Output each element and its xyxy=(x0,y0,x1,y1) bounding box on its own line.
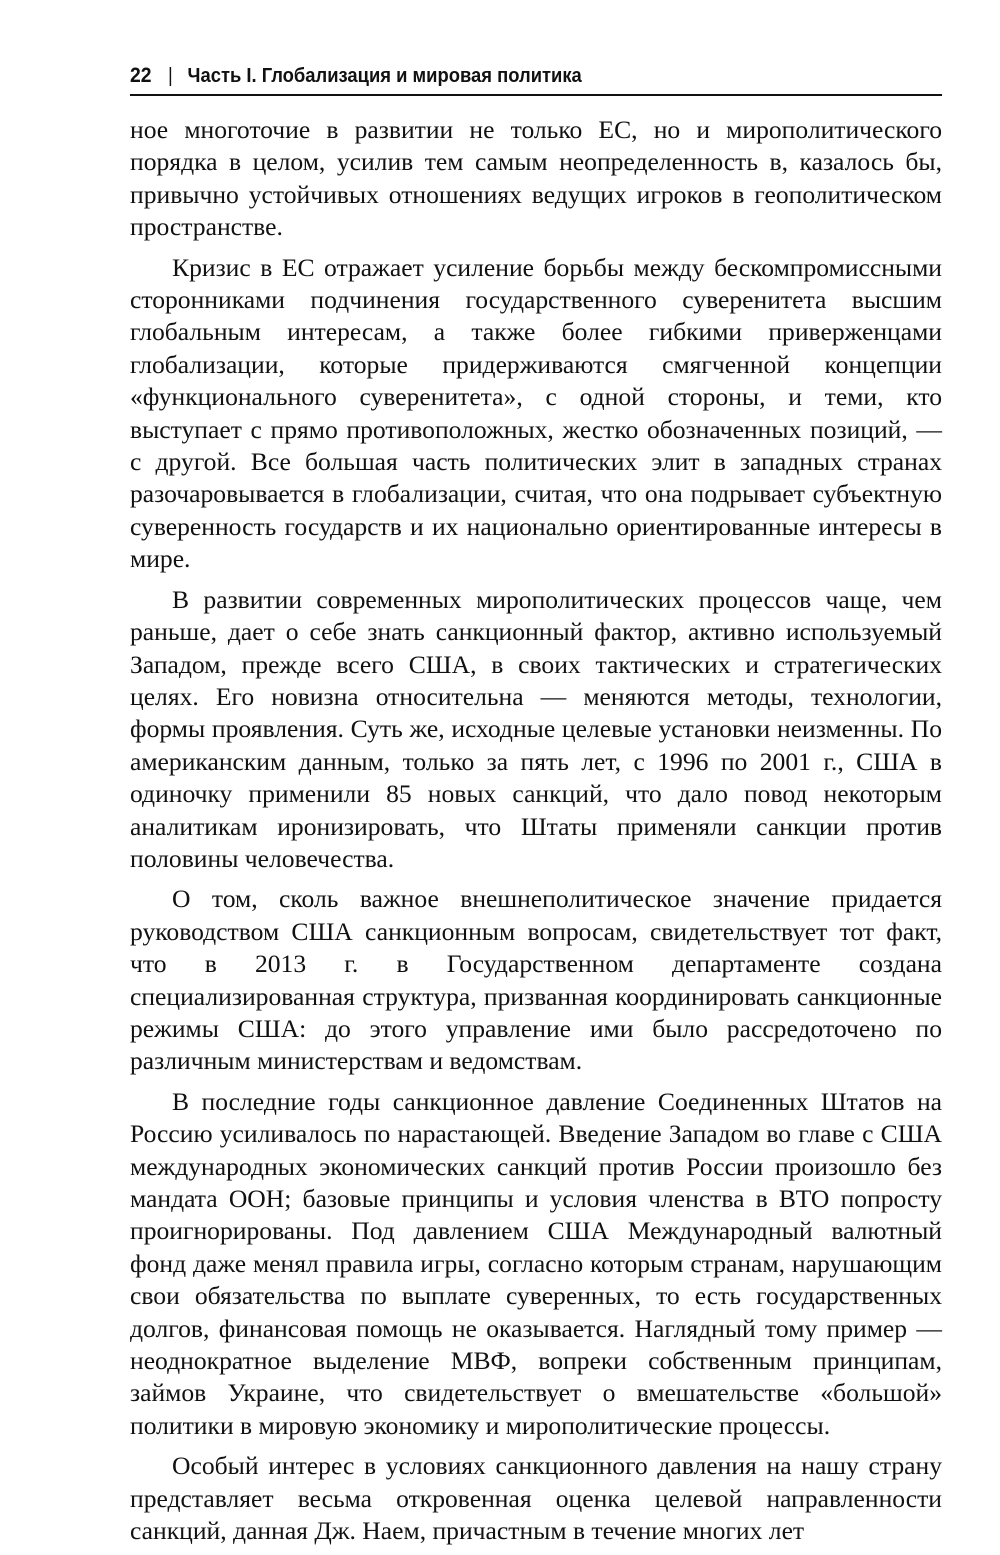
paragraph: В развитии современных мирополитических процессов чаще, чем раньше, дает о себе знать санкционный фактор, активно используемый Западом, прежде всего США, в своих тактических и стратегических целях. Его новизна относительна — меняются методы, технологии, формы проявления. Суть же, исходные целевые установки неизменны. По американским данным, только за пять лет, с 1996 по 2001 г., США в одиночку применили 85 новых санкций, что дало повод некоторым аналитикам иронизировать, что Штаты применяли санкции против половины человечества. xyxy=(130,584,942,873)
paragraph: Особый интерес в условиях санкционного давления на нашу страну представляет весьма откровенная оценка целевой направленности санкций, данная Дж. Наем, причастным в течение многих лет xyxy=(130,1451,942,1546)
header-rule xyxy=(130,94,942,96)
paragraph: Кризис в ЕС отражает усиление борьбы между бескомпромиссными сторонниками подчинения государственного суверенитета высшим глобальным интересам, а также более гибкими приверженцами глобализации, которые придерживаются смягченной концепции «функционального суверенитета», с одной стороны, и теми, кто выступает с прямо противоположных, жестко обозначенных позиций, — с другой. Все большая часть политических элит в западных странах разочаровывается в глобализации, считая, что она подрывает субъектную суверенность государств и их национально ориентированные интересы в мире. xyxy=(130,252,942,574)
paragraph: О том, сколь важное внешнеполитическое значение придается руководством США санкционным вопросам, свидетельствует тот факт, что в 2013 г. в Государственном департаменте создана специализированная структура, призванная координировать санкционные режимы США: до этого управление ими было рассредоточено по различным министерствам и ведомствам. xyxy=(130,884,942,1076)
paragraph: ное многоточие в развитии не только ЕС, но и мирополитического порядка в целом, усилив тем самым неопределенность в, казалось бы, привычно устойчивых отношениях ведущих игроков в геополитическом пространстве. xyxy=(130,115,942,242)
header-separator: | xyxy=(168,65,173,87)
running-head xyxy=(130,62,877,90)
section-title: Часть I. Глобализация и мировая политика xyxy=(187,65,582,87)
paragraph: В последние годы санкционное давление Соединенных Штатов на Россию усиливалось по нарастающей. Введение Западом во главе с США международных экономических санкций против России произошло без мандата ООН; базовые принципы и условия членства в ВТО попросту проигнорированы. Под давлением США Международный валютный фонд даже менял правила игры, согласно которым странам, нарушающим свои обязательства по выплате суверенных, то есть государственных долгов, финансовая помощь не оказывается. Наглядный тому пример — неоднократное выделение МВФ, вопреки собственным принципам, займов Украине, что свидетельствует о вмешательстве «большой» политики в мировую экономику и мирополитические процессы. xyxy=(130,1086,942,1440)
page-number: 22 xyxy=(130,64,152,87)
body-text xyxy=(130,114,942,1547)
book-page xyxy=(130,62,942,1555)
